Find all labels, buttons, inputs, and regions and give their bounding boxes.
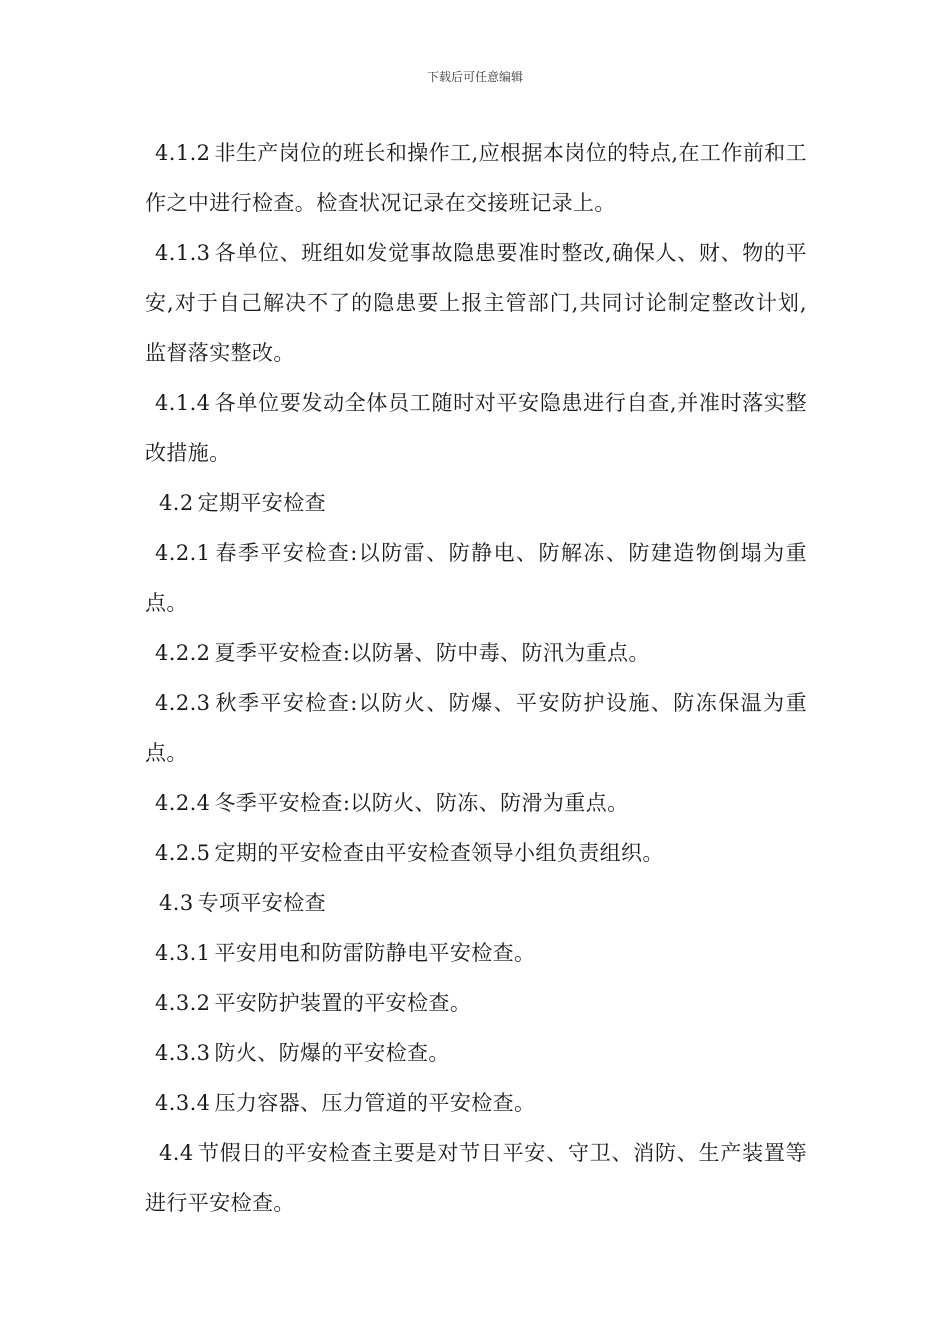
clause-text: 压力容器、压力管道的平安检查。: [214, 1091, 536, 1115]
clause-text: 各单位、班组如发觉事故隐患要准时整改,确保人、财、物的平安,对于自己解决不了的隐患要上报主管部门,共同讨论制定整改计划,监督落实整改。: [145, 241, 807, 365]
paragraph-4-4: [145, 1128, 807, 1228]
section-heading-4-3: [145, 878, 807, 928]
paragraph-4-1-4: [145, 378, 807, 478]
clause-text: 冬季平安检查:以防火、防冻、防滑为重点。: [214, 791, 629, 815]
clause-text: 平安用电和防雷防静电平安检查。: [214, 941, 536, 965]
clause-text: 夏季平安检查:以防暑、防中毒、防汛为重点。: [214, 641, 650, 665]
paragraph-4-1-2: [145, 128, 807, 228]
clause-number: 4.2.3: [155, 691, 211, 715]
document-body: [145, 128, 807, 1228]
clause-text: 非生产岗位的班长和操作工,应根据本岗位的特点,在工作前和工作之中进行检查。检查状况记录在交接班记录上。: [145, 141, 807, 215]
paragraph-4-3-2: [145, 978, 807, 1028]
section-title: 定期平安检查: [197, 491, 327, 515]
clause-number: 4.3.3: [155, 1041, 211, 1065]
clause-text: 平安防护装置的平安检查。: [214, 991, 472, 1015]
paragraph-4-2-4: [145, 778, 807, 828]
paragraph-4-1-3: [145, 228, 807, 378]
paragraph-4-2-2: [145, 628, 807, 678]
clause-text: 各单位要发动全体员工随时对平安隐患进行自查,并准时落实整改措施。: [145, 391, 807, 465]
clause-number: 4.3.4: [155, 1091, 211, 1115]
paragraph-4-3-4: [145, 1078, 807, 1128]
paragraph-4-3-1: [145, 928, 807, 978]
section-number: 4.3: [159, 891, 194, 915]
clause-number: 4.2.4: [155, 791, 211, 815]
clause-number: 4.4: [159, 1141, 194, 1165]
clause-number: 4.2.1: [155, 541, 211, 565]
clause-number: 4.1.2: [155, 141, 211, 165]
clause-number: 4.3.1: [155, 941, 211, 965]
clause-number: 4.1.4: [155, 391, 211, 415]
clause-text: 节假日的平安检查主要是对节日平安、守卫、消防、生产装置等进行平安检查。: [145, 1141, 807, 1215]
clause-number: 4.1.3: [155, 241, 211, 265]
paragraph-4-2-1: [145, 528, 807, 628]
clause-number: 4.2.2: [155, 641, 211, 665]
paragraph-4-2-3: [145, 678, 807, 778]
clause-text: 春季平安检查:以防雷、防静电、防解冻、防建造物倒塌为重点。: [145, 541, 807, 615]
clause-text: 防火、防爆的平安检查。: [214, 1041, 450, 1065]
clause-text: 定期的平安检查由平安检查领导小组负责组织。: [214, 841, 664, 865]
paragraph-4-3-3: [145, 1028, 807, 1078]
clause-number: 4.3.2: [155, 991, 211, 1015]
section-title: 专项平安检查: [197, 891, 327, 915]
paragraph-4-2-5: [145, 828, 807, 878]
section-heading-4-2: [145, 478, 807, 528]
clause-number: 4.2.5: [155, 841, 211, 865]
clause-text: 秋季平安检查:以防火、防爆、平安防护设施、防冻保温为重点。: [145, 691, 807, 765]
section-number: 4.2: [159, 491, 194, 515]
header-note: 下载后可任意编辑: [426, 70, 523, 84]
